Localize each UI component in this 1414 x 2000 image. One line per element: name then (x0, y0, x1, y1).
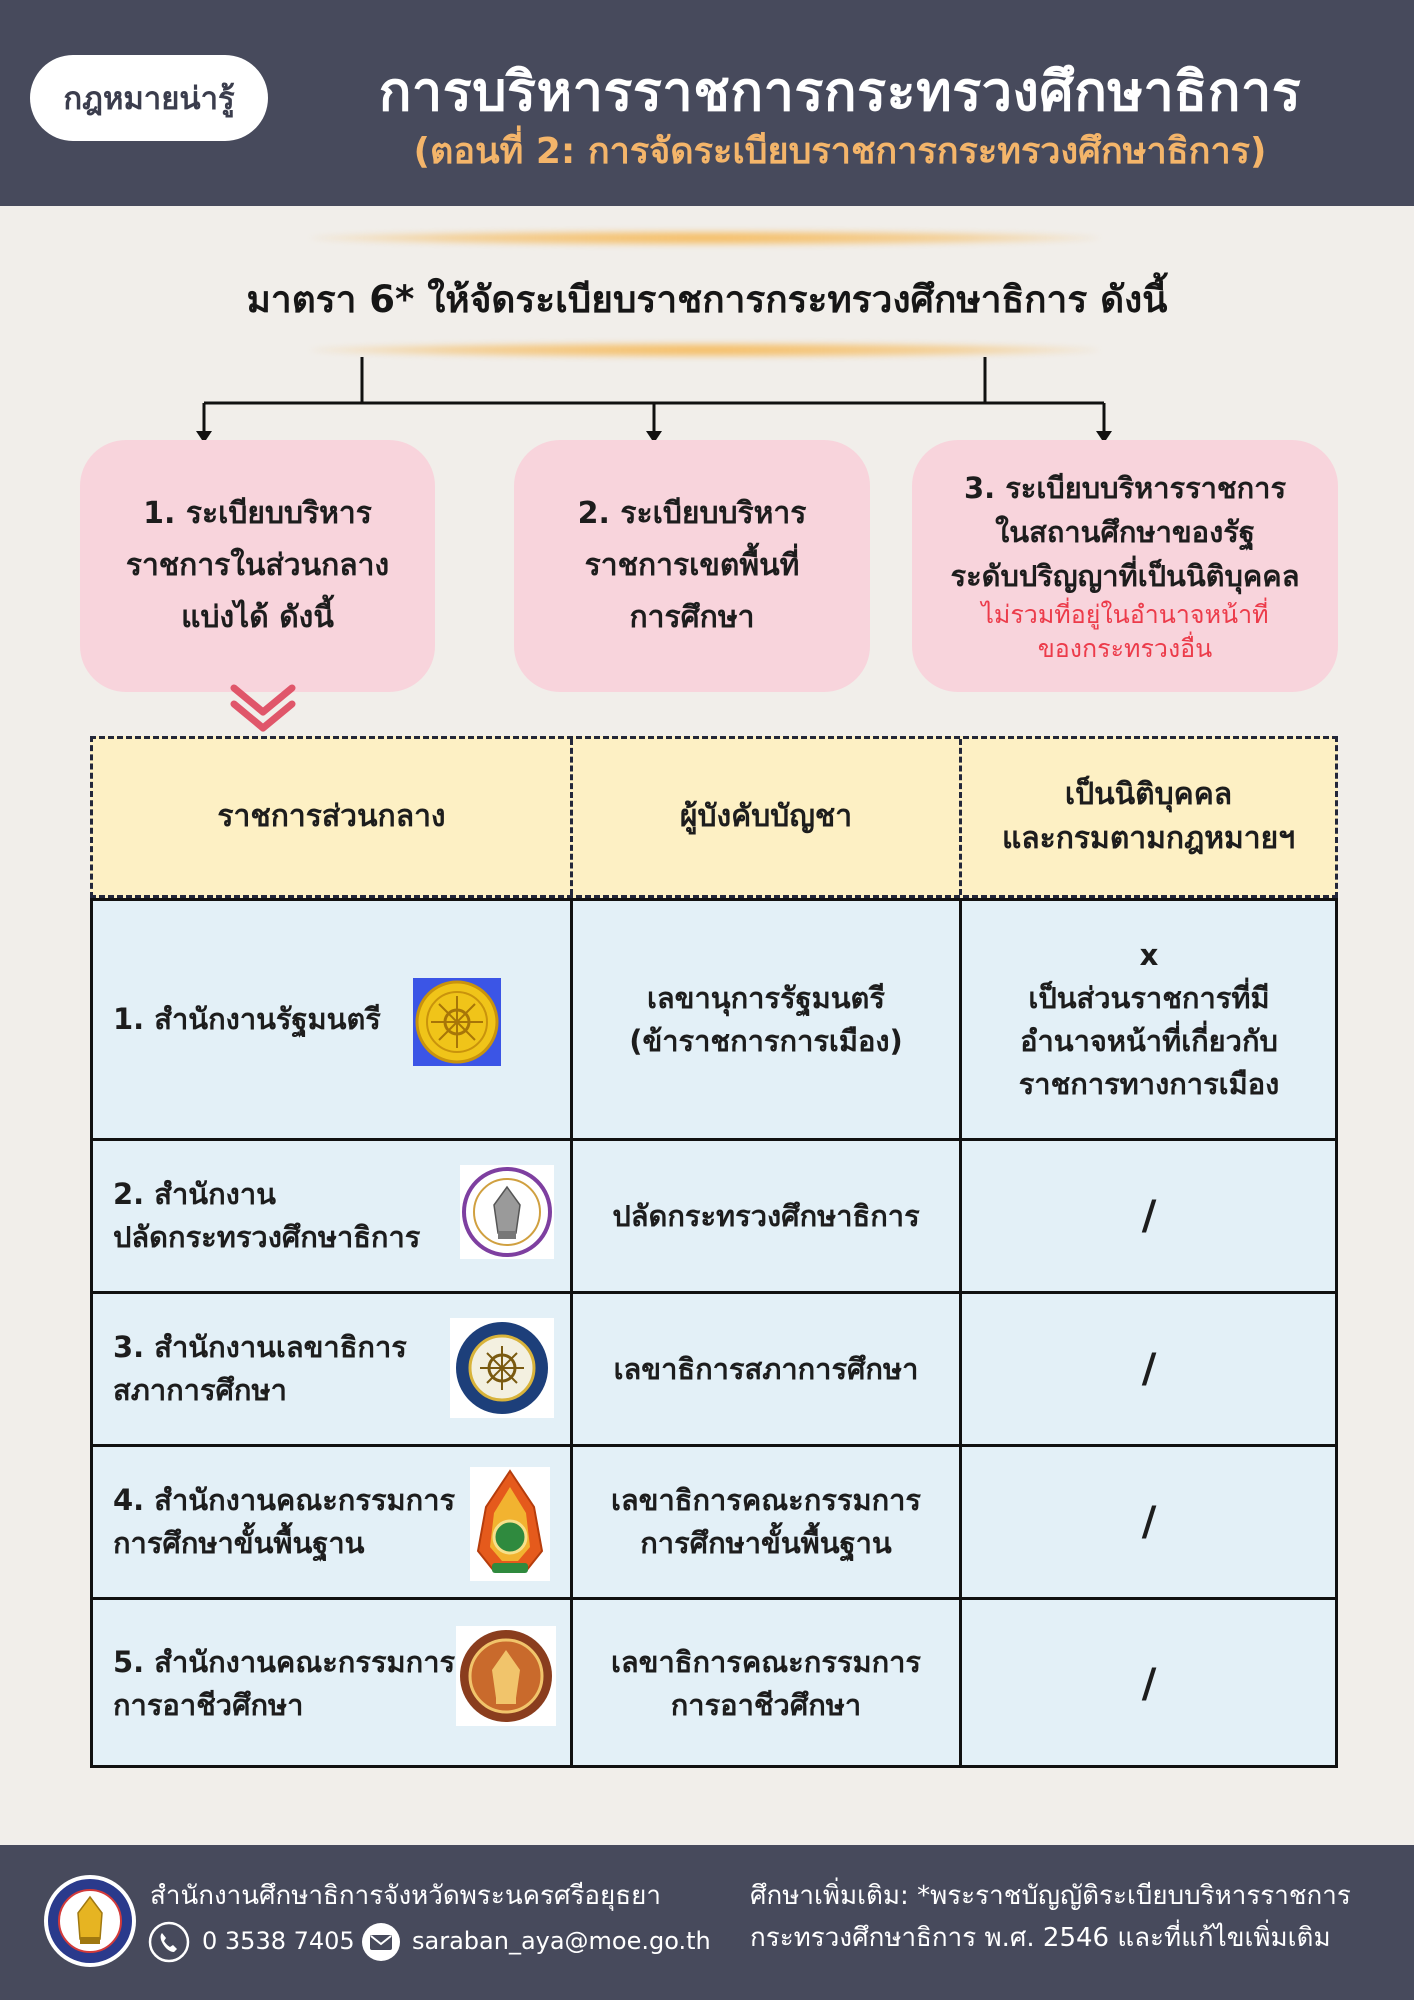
row-status: / (1141, 1192, 1157, 1239)
footer-reference (750, 1875, 1351, 1959)
column-header-commander: ผู้บังคับบัญชา (679, 799, 853, 834)
column-divider (959, 1447, 962, 1597)
footer-email[interactable]: saraban_aya@moe.go.th (412, 1927, 711, 1955)
category-badge: กฎหมายน่ารู้ (30, 55, 268, 141)
table-row (93, 1138, 1335, 1291)
column-divider (959, 1600, 962, 1768)
footer-reference-line: ศึกษาเพิ่มเติม: *พระราชบัญญัติระเบียบบริหารราชการ (750, 1881, 1351, 1911)
footer-phone[interactable]: 0 3538 7405 (202, 1927, 355, 1955)
header-banner (0, 0, 1414, 206)
row-commander: ปลัดกระทรวงศึกษาธิการ (612, 1198, 920, 1233)
column-header-status: เป็นนิติบุคคล และกรมตามกฎหมายฯ (1001, 777, 1296, 856)
central-administration-table (90, 736, 1338, 1768)
section-title: มาตรา 6* ให้จัดระเบียบราชการกระทรวงศึกษาธิการ ดังนี้ (246, 278, 1168, 321)
row-commander: เลขาธิการสภาการศึกษา (613, 1351, 919, 1386)
phone-icon (148, 1921, 190, 1963)
email-icon (360, 1921, 402, 1963)
tree-connector (0, 355, 1414, 445)
table-body (90, 898, 1338, 1768)
footer-reference-line: กระทรวงศึกษาธิการ พ.ศ. 2546 และที่แก้ไขเพิ่มเติม (750, 1923, 1331, 1953)
glow-decoration-top (310, 230, 1100, 246)
prime-minister-office-logo-icon (413, 978, 501, 1066)
row-unit: 4. สำนักงานคณะกรรมการ การศึกษาขั้นพื้นฐาน (113, 1483, 456, 1560)
category-box-area (514, 440, 870, 692)
vocational-education-commission-logo-icon (456, 1626, 556, 1726)
category-box-note: ไม่รวมที่อยู่ในอำนาจหน้าที่ ของกระทรวงอื่น (981, 600, 1269, 663)
row-unit: 1. สำนักงานรัฐมนตรี (113, 1002, 381, 1036)
column-divider (959, 901, 962, 1138)
row-status: x เป็นส่วนราชการที่มี อำนาจหน้าที่เกี่ยวกับ ราชการทางการเมือง (1018, 937, 1280, 1101)
table-row (93, 1597, 1335, 1768)
table-header (90, 736, 1338, 898)
page-title: การบริหารราชการกระทรวงศึกษาธิการ (378, 60, 1302, 123)
page-subtitle: (ตอนที่ 2: การจัดระเบียบราชการกระทรวงศึกษาธิการ) (413, 131, 1267, 172)
table-row (93, 1291, 1335, 1444)
category-box-label: 3. ระเบียบบริหารราชการ ในสถานศึกษาของรัฐ ระดับปริญญาที่เป็นนิติบุคคล (950, 471, 1300, 593)
row-status: / (1141, 1498, 1157, 1545)
row-commander: เลขาธิการคณะกรรมการ การอาชีวศึกษา (610, 1645, 922, 1722)
row-unit: 2. สำนักงาน ปลัดกระทรวงศึกษาธิการ (113, 1177, 421, 1254)
table-row (93, 1444, 1335, 1597)
column-header-unit: ราชการส่วนกลาง (217, 799, 446, 834)
chevron-down-icon (228, 684, 298, 734)
column-divider (959, 1141, 962, 1291)
category-box-institution (912, 440, 1338, 692)
footer-organization: สำนักงานศึกษาธิการจังหวัดพระนครศรีอยุธยา (150, 1881, 661, 1911)
category-box-label: 1. ระเบียบบริหาร ราชการในส่วนกลาง แบ่งได้ ดังนี้ (125, 496, 390, 635)
education-council-logo-icon (450, 1318, 554, 1418)
row-commander: เลขาธิการคณะกรรมการ การศึกษาขั้นพื้นฐาน (610, 1483, 922, 1560)
row-status: / (1141, 1345, 1157, 1392)
table-row (93, 898, 1335, 1138)
column-divider (959, 1294, 962, 1444)
permanent-secretary-office-logo-icon (460, 1165, 554, 1259)
row-status: / (1141, 1660, 1157, 1707)
category-box-label: 2. ระเบียบบริหาร ราชการเขตพื้นที่ การศึกษา (577, 496, 807, 635)
basic-education-commission-logo-icon (470, 1467, 550, 1581)
provincial-education-office-logo-icon (42, 1873, 138, 1969)
row-unit: 3. สำนักงานเลขาธิการ สภาการศึกษา (113, 1330, 407, 1407)
row-unit: 5. สำนักงานคณะกรรมการ การอาชีวศึกษา (113, 1645, 456, 1722)
category-box-central (80, 440, 435, 692)
row-commander: เลขานุการรัฐมนตรี (ข้าราชการการเมือง) (629, 980, 903, 1058)
footer (0, 1845, 1414, 2000)
